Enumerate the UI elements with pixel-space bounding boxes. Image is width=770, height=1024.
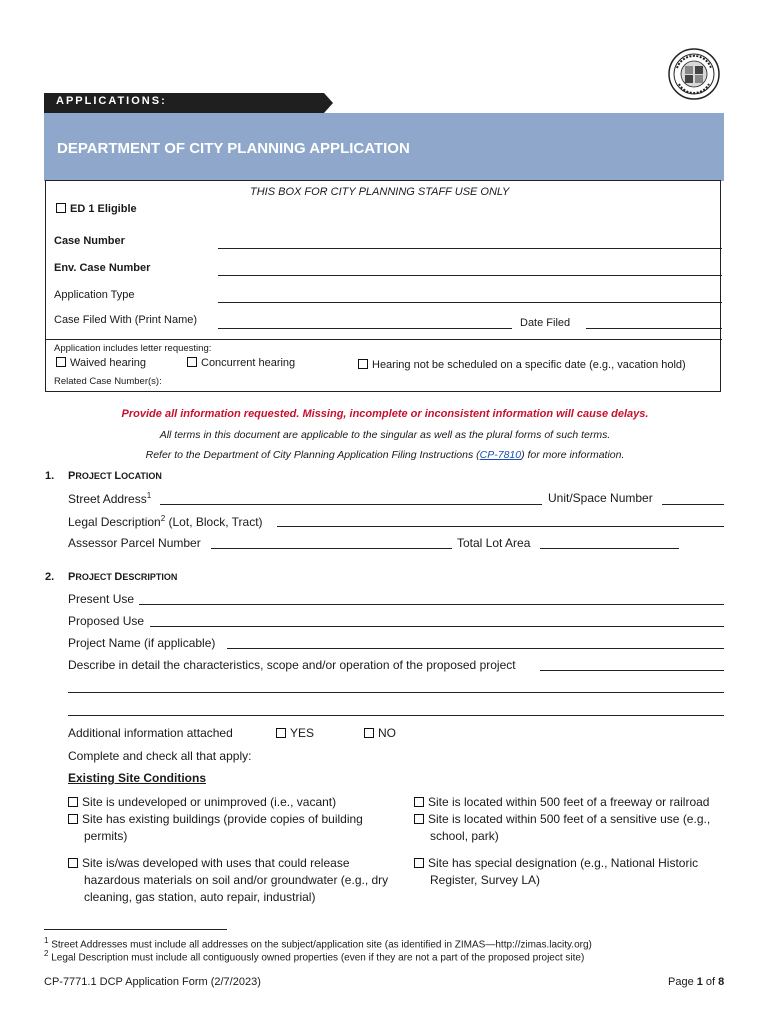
- s2-cap-p: P: [68, 571, 76, 583]
- yes-checkbox[interactable]: [276, 728, 286, 738]
- option-existing-buildings[interactable]: [68, 811, 408, 845]
- option-sensitive-use[interactable]: [414, 811, 734, 845]
- hazardous-checkbox[interactable]: [68, 858, 78, 868]
- date-filed-field[interactable]: [586, 328, 722, 329]
- option-undeveloped[interactable]: [68, 794, 408, 811]
- present-use-label: Present Use: [68, 592, 135, 606]
- no-option[interactable]: [364, 726, 396, 740]
- street-footnote-ref: 1: [146, 491, 152, 500]
- section-1-number: 1.: [45, 470, 55, 482]
- yes-option[interactable]: [276, 726, 314, 740]
- undeveloped-label: Site is undeveloped or unimproved (i.e., vacant): [82, 795, 337, 809]
- describe-field-line-1[interactable]: [540, 670, 724, 671]
- application-type-label: Application Type: [54, 289, 135, 301]
- not-scheduled-label: Hearing not be scheduled on a specific date (e.g., vacation hold): [372, 359, 686, 371]
- ed1-checkbox[interactable]: [56, 203, 66, 213]
- waived-hearing-label: Waived hearing: [70, 357, 147, 369]
- freeway-checkbox[interactable]: [414, 797, 424, 807]
- section-1-heading: [68, 470, 162, 482]
- lot-area-label: Total Lot Area: [457, 536, 531, 550]
- legal-description-label: [68, 514, 263, 529]
- date-filed-label: Date Filed: [520, 317, 571, 329]
- describe-field-line-3[interactable]: [68, 715, 724, 716]
- refer-post: ) for more information.: [521, 449, 625, 461]
- form-id: CP-7771.1 DCP Application Form (2/7/2023): [44, 976, 261, 988]
- no-label: NO: [378, 726, 396, 740]
- page-total: 8: [718, 976, 725, 988]
- legal-label-text: Legal Description: [68, 515, 161, 529]
- option-hazardous[interactable]: [68, 855, 413, 906]
- sensitive-use-label-1: Site is located within 500 feet of a sensitive use (e.g.,: [428, 812, 711, 826]
- waived-hearing-option[interactable]: [56, 357, 146, 369]
- apn-field[interactable]: [211, 548, 452, 549]
- waived-hearing-checkbox[interactable]: [56, 357, 66, 367]
- street-address-label: [68, 491, 151, 506]
- section-tab-label: APPLICATIONS:: [56, 95, 167, 107]
- case-filed-with-field[interactable]: [218, 328, 512, 329]
- existing-conditions-heading: Existing Site Conditions: [68, 771, 207, 785]
- proposed-use-label: Proposed Use: [68, 614, 145, 628]
- undeveloped-checkbox[interactable]: [68, 797, 78, 807]
- legal-description-field[interactable]: [277, 526, 724, 527]
- hazardous-label-1: Site is/was developed with uses that could release: [82, 856, 350, 870]
- footnote-rule: [44, 929, 227, 930]
- s1-cap-l: L: [114, 470, 122, 482]
- s2-rest1: ROJECT: [75, 572, 115, 582]
- ed1-checkbox-row[interactable]: [56, 203, 137, 215]
- freeway-label: Site is located within 500 feet of a freeway or railroad: [428, 795, 710, 809]
- warning-text: Provide all information requested. Missing, incomplete or inconsistent information will cause delays.: [121, 408, 649, 420]
- footnote-2-text: Legal Description must include all contiguously owned properties (even if they are not a part of the proposed project site): [51, 952, 585, 964]
- page-title: DEPARTMENT OF CITY PLANNING APPLICATION: [57, 140, 410, 157]
- footnote-1-marker: 1: [44, 936, 49, 945]
- env-case-number-field[interactable]: [218, 275, 722, 276]
- existing-buildings-label-1: Site has existing buildings (provide copies of building: [82, 812, 363, 826]
- describe-label: Describe in detail the characteristics, scope and/or operation of the proposed project: [68, 658, 516, 672]
- special-designation-label-1: Site has special designation (e.g., National Historic: [428, 856, 699, 870]
- env-case-number-label: Env. Case Number: [54, 262, 151, 274]
- concurrent-hearing-label: Concurrent hearing: [201, 357, 296, 369]
- apn-label: Assessor Parcel Number: [68, 536, 201, 550]
- unit-number-label: Unit/Space Number: [548, 491, 653, 505]
- option-special-designation[interactable]: [414, 855, 734, 889]
- staff-box-divider: [46, 339, 722, 340]
- footnote-1-text: Street Addresses must include all addresses on the subject/application site (as identified in ZIMAS—http://zimas.lacity.org): [51, 939, 592, 951]
- s2-cap-d: D: [114, 571, 123, 583]
- terms-text: All terms in this document are applicable to the singular as well as the plural forms of such terms.: [159, 429, 611, 441]
- s1-cap-p: P: [68, 470, 76, 482]
- footnote-2: [44, 949, 584, 963]
- related-cases-label: Related Case Number(s):: [54, 376, 162, 387]
- yes-label: YES: [290, 726, 315, 740]
- proposed-use-field[interactable]: [150, 626, 724, 627]
- concurrent-hearing-option[interactable]: [187, 357, 295, 369]
- complete-instruction: Complete and check all that apply:: [68, 749, 252, 763]
- special-designation-checkbox[interactable]: [414, 858, 424, 868]
- existing-buildings-label-2: permits): [84, 829, 128, 843]
- letter-request-label: Application includes letter requesting:: [54, 343, 212, 354]
- project-name-field[interactable]: [227, 648, 724, 649]
- ed1-label: ED 1 Eligible: [70, 203, 137, 215]
- existing-buildings-checkbox[interactable]: [68, 814, 78, 824]
- concurrent-hearing-checkbox[interactable]: [187, 357, 197, 367]
- legal-label-post: (Lot, Block, Tract): [168, 515, 263, 529]
- refer-text: [0, 449, 770, 461]
- special-designation-label-2: Register, Survey LA): [430, 873, 541, 887]
- sensitive-use-label-2: school, park): [430, 829, 499, 843]
- footnote-2-marker: 2: [44, 949, 49, 958]
- present-use-field[interactable]: [139, 604, 724, 605]
- describe-field-line-2[interactable]: [68, 692, 724, 693]
- lot-area-field[interactable]: [540, 548, 679, 549]
- cp-7810-link[interactable]: CP-7810: [479, 449, 522, 461]
- s1-rest2: OCATION: [121, 471, 162, 481]
- section-2-heading: [68, 571, 177, 583]
- refer-pre: Refer to the Department of City Planning Application Filing Instructions (: [145, 449, 480, 461]
- street-label-text: Street Address: [68, 492, 147, 506]
- additional-info-label: Additional information attached: [68, 726, 233, 740]
- case-number-label: Case Number: [54, 235, 125, 247]
- street-address-field[interactable]: [160, 504, 542, 505]
- page-indicator: [668, 976, 724, 988]
- page-number: 1: [696, 976, 703, 988]
- hazardous-label-2: hazardous materials on soil and/or groundwater (e.g., dry: [84, 873, 389, 887]
- application-type-field[interactable]: [218, 302, 722, 303]
- unit-number-field[interactable]: [662, 504, 724, 505]
- s1-rest1: ROJECT: [75, 471, 115, 481]
- hazardous-label-3: cleaning, gas station, auto repair, industrial): [84, 890, 316, 904]
- s2-rest2: ESCRIPTION: [122, 572, 178, 582]
- not-scheduled-checkbox[interactable]: [358, 359, 368, 369]
- case-number-field[interactable]: [218, 248, 722, 249]
- option-freeway[interactable]: [414, 794, 734, 811]
- sensitive-use-checkbox[interactable]: [414, 814, 424, 824]
- page-pre: Page: [668, 976, 697, 988]
- page-of: of: [702, 976, 719, 988]
- no-checkbox[interactable]: [364, 728, 374, 738]
- staff-box-caption: THIS BOX FOR CITY PLANNING STAFF USE ONLY: [250, 186, 510, 198]
- case-filed-with-label: Case Filed With (Print Name): [54, 314, 198, 326]
- section-2-number: 2.: [45, 571, 55, 583]
- legal-footnote-ref: 2: [160, 514, 166, 523]
- project-name-label: Project Name (if applicable): [68, 636, 216, 650]
- not-scheduled-option[interactable]: [358, 359, 686, 371]
- city-seal-logo: [668, 48, 720, 100]
